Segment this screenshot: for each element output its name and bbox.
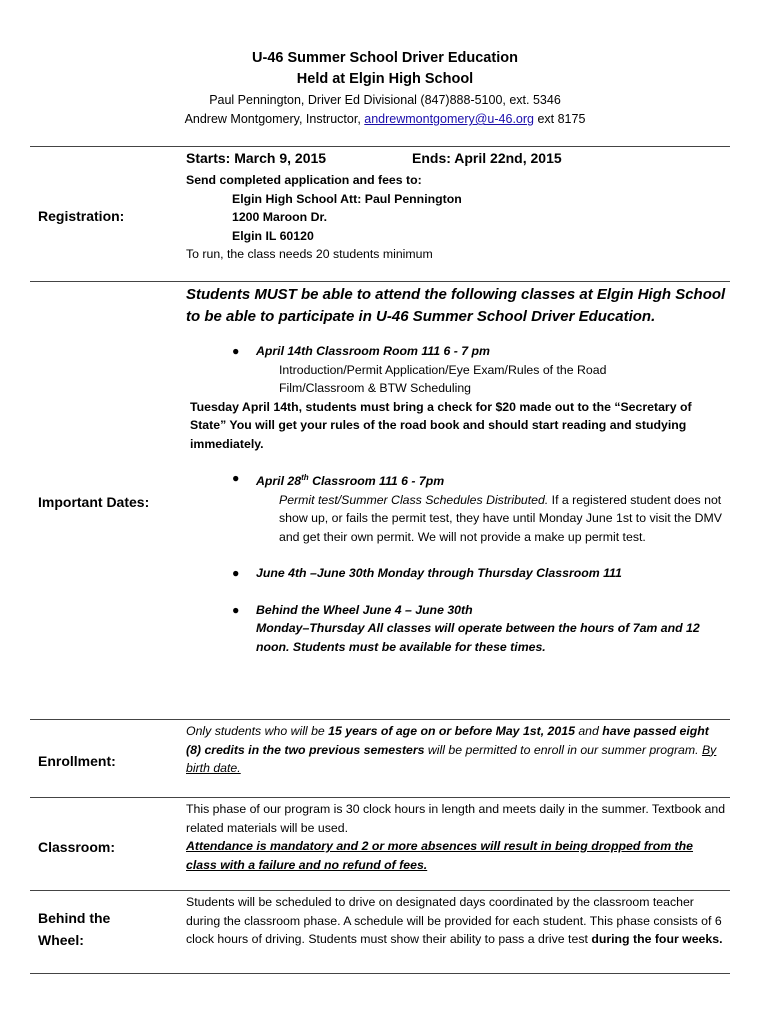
enrollment-label: Enrollment:	[38, 753, 116, 769]
bullet-behind-wheel	[186, 601, 726, 620]
send-instructions: Send completed application and fees to:	[186, 173, 422, 187]
bullet-april-14-line-1: Introduction/Permit Application/Eye Exam/Rules of the Road	[279, 362, 607, 377]
behind-wheel-label	[38, 907, 110, 951]
bullet-june	[186, 564, 726, 583]
important-dates-section	[30, 281, 730, 720]
classroom-content	[186, 800, 726, 874]
contact-instructor	[0, 112, 770, 126]
enrollment-birth-date: By birth date.	[186, 742, 717, 775]
important-dates-label: Important Dates:	[38, 494, 150, 510]
bullet-behind-wheel-details: Monday–Thursday All classes will operate between the hours of 7am and 12 noon. Students must be available for these times.	[256, 621, 700, 654]
permit-test-rest: If a registered student does not show up, or fails the permit test, they have until Monday June 1st to visit the DMV and get their own permit. We will not provide a make up permit test.	[279, 492, 722, 544]
contact-divisional: Paul Pennington, Driver Ed Divisional (847)888-5100, ext. 5346	[209, 93, 561, 107]
behind-wheel-label-line-2: Wheel:	[38, 932, 84, 948]
dates-line	[186, 149, 726, 171]
bullet-dot-icon: ●	[232, 566, 240, 581]
enrollment-text-3: and	[574, 724, 603, 738]
bullet-behind-wheel-line-1: Behind the Wheel June 4 – June 30th	[256, 602, 473, 617]
bullet-dot-icon: ●	[232, 344, 240, 358]
bullet-dot-icon: ●	[232, 602, 240, 617]
enrollment-text-1: Only students who will be	[186, 724, 329, 738]
classroom-label: Classroom:	[38, 839, 116, 855]
april-14-note-text: , students must bring a check for $20 made out to the “Secretary of State” You will get your rules of the road book and should start reading and studying immediately.	[190, 399, 692, 451]
bullet-april-28-title-pre: April 28	[256, 474, 302, 489]
enrollment-content	[186, 722, 726, 778]
attendance-policy: Attendance is mandatory and 2 or more absences will result in being dropped from the class with a failure and no refund of fees.	[186, 839, 694, 872]
april-14-note-date: Tuesday April 14th	[190, 399, 299, 414]
bullet-april-14-title: April 14th Classroom Room 111 6 - 7 pm	[256, 344, 490, 358]
document-title: U-46 Summer School Driver Education	[252, 50, 518, 66]
behind-wheel-deadline: during the four weeks.	[591, 932, 723, 946]
bullet-april-28-details	[186, 491, 726, 547]
bullet-dot-icon: ●	[232, 471, 240, 485]
permit-test-note: Permit test/Summer Class Schedules Distributed.	[279, 492, 549, 507]
start-date: Starts: March 9, 2015	[186, 150, 327, 166]
classroom-description: This phase of our program is 30 clock hours in length and meets daily in the summer. Textbook and related materials will be used.	[186, 802, 726, 835]
attendance-intro: Students MUST be able to attend the following classes at Elgin High School to be able to participate in U-46 Summer School Driver Education.	[186, 286, 726, 325]
contact-instructor-suffix: ext 8175	[533, 112, 586, 126]
address-line-2: 1200 Maroon Dr.	[232, 210, 327, 224]
enrollment-age-requirement: 15 years of age on or before May 1st, 2015	[328, 724, 575, 738]
bullet-april-14-line-2: Film/Classroom & BTW Scheduling	[279, 381, 472, 395]
important-dates-content	[186, 284, 726, 656]
enrollment-credit-requirement: have passed eight (8) credits in the two previous semesters	[186, 724, 709, 757]
document-subtitle: Held at Elgin High School	[296, 71, 474, 87]
behind-wheel-content	[186, 893, 726, 949]
address-line-3: Elgin IL 60120	[232, 228, 314, 243]
registration-content	[186, 149, 726, 264]
bullet-april-28-title-sup: th	[301, 473, 309, 482]
end-date: Ends: April 22nd, 2015	[412, 150, 562, 166]
april-14-note	[186, 398, 726, 454]
classroom-section	[30, 797, 730, 891]
enrollment-section	[30, 719, 730, 798]
address-line-1: Elgin High School Att: Paul Pennington	[232, 191, 462, 206]
behind-wheel-description: Students will be scheduled to drive on designated days coordinated by the classroom teacher during the classroom phase. A schedule will be provided for each student. This phase consists of 6 clock hours of driving. Students must show their ability to pass a drive test	[186, 895, 722, 946]
bullet-april-28-title-post: Classroom 111 6 - 7pm	[308, 474, 445, 489]
bullet-april-14	[186, 342, 726, 361]
enrollment-text-5: will be permitted to enroll in our summer program.	[424, 742, 702, 757]
behind-wheel-label-line-1: Behind the	[38, 910, 111, 926]
minimum-students-note: To run, the class needs 20 students minimum	[186, 247, 433, 261]
bullet-april-28	[186, 469, 726, 491]
registration-section	[30, 146, 730, 282]
bullet-june-text: June 4th –June 30th Monday through Thursday Classroom 111	[256, 566, 622, 581]
behind-wheel-section	[30, 890, 730, 974]
registration-label: Registration:	[38, 208, 125, 224]
contact-instructor-prefix: Andrew Montgomery, Instructor,	[184, 112, 365, 126]
instructor-email-link[interactable]: andrewmontgomery@u-46.org	[364, 112, 534, 126]
